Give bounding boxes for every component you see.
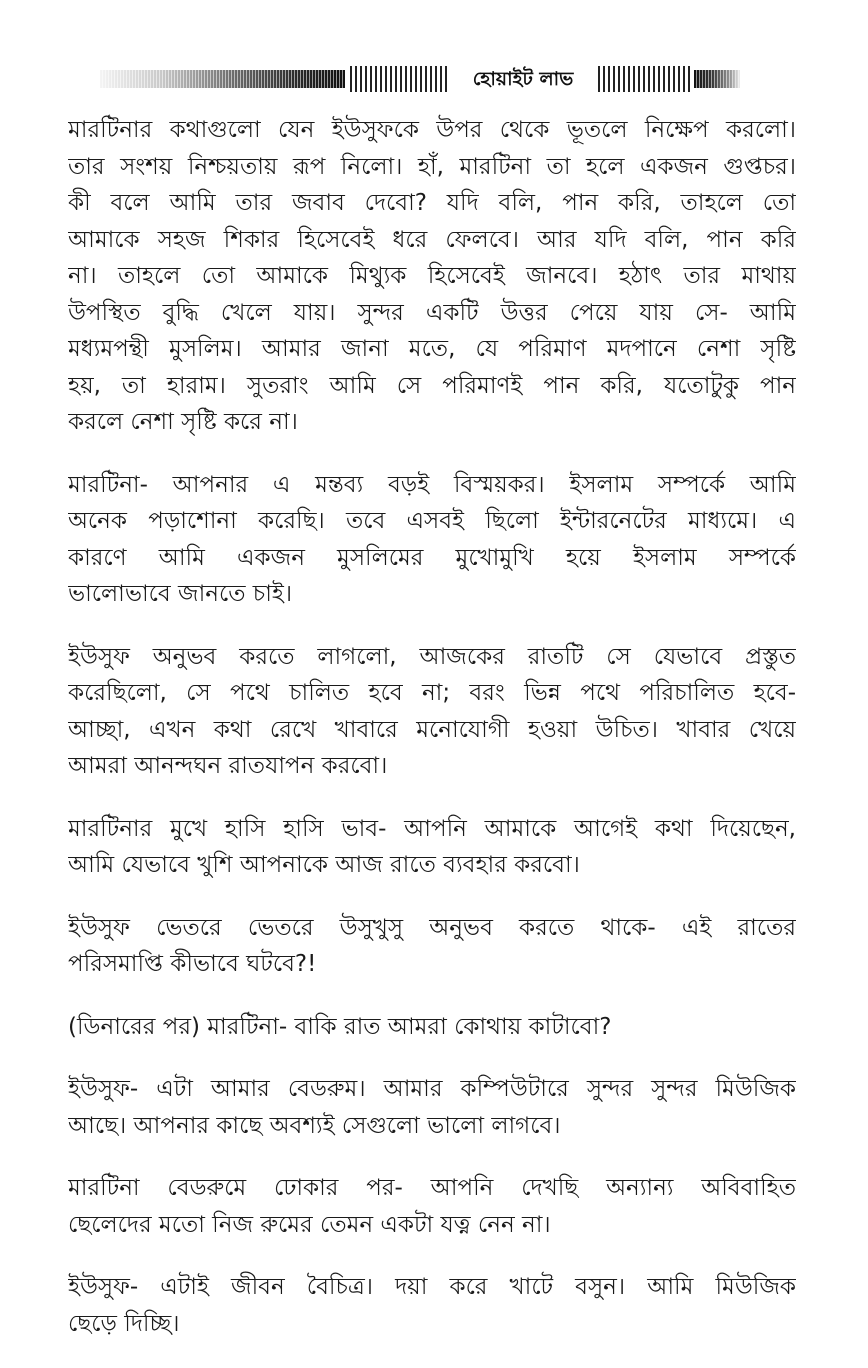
paragraph (68, 467, 796, 613)
paragraph (68, 112, 796, 441)
text-line: ইউসুফ- এটাই জীবন বৈচিত্র। দয়া করে খাটে বসুন। আমি মিউজিক (68, 1274, 796, 1300)
text-line: ভালোভাবে জানতে চাই। (68, 581, 293, 607)
paragraph (68, 1009, 796, 1046)
text-line: মারটিনার কথাগুলো যেন ইউসুফকে উপর থেকে ভূতলে নিক্ষেপ করলো। (68, 117, 796, 143)
paragraph (68, 910, 796, 983)
text-line: আছে। আপনার কাছে অবশ্যই সেগুলো ভালো লাগবে। (68, 1112, 561, 1139)
text-line: ইউসুফ অনুভব করতে লাগলো, আজকের রাতটি সে যেভাবে প্রস্তুত (68, 643, 796, 670)
text-line: হয়, তা হারাম। সুতরাং আমি সে পরিমাণই পান করি, যতোটুকু পান (68, 372, 796, 399)
text-line: তার সংশয় নিশ্চয়তায় রূপ নিলো। হাঁ, মারটিনা তা হলে একজন গুপ্তচর। (68, 153, 796, 180)
text-line: ইউসুফ ভেতরে ভেতরে উসুখুসু অনুভব করতে থাকে- এই রাতের (68, 914, 796, 941)
text-line: পরিসমাপ্তি কীভাবে ঘটবে?! (68, 951, 317, 977)
text-line: (ডিনারের পর) মারটিনা- বাকি রাত আমরা কোথায় কাটাবো? (68, 1013, 612, 1040)
text-line: আমাকে সহজ শিকার হিসেবেই ধরে ফেলবে। আর যদি বলি, পান করি (68, 226, 796, 253)
text-line: মারটিনার মুখে হাসি হাসি ভাব- আপনি আমাকে আগেই কথা দিয়েছেন, (68, 815, 796, 842)
text-line: আমি যেভাবে খুশি আপনাকে আজ রাতে ব্যবহার করবো। (68, 852, 580, 878)
text-line: কী বলে আমি তার জবাব দেবো? যদি বলি, পান করি, তাহলে তো (68, 190, 796, 216)
text-line: ছেড়ে দিচ্ছি। (68, 1310, 180, 1337)
header-ornament-left (100, 70, 345, 88)
header-ornament-right (694, 70, 740, 88)
paragraph (68, 1269, 796, 1342)
text-line: মারটিনা- আপনার এ মন্তব্য বড়ই বিস্ময়কর। ইসলাম সম্পর্কে আমি (68, 471, 796, 498)
paragraph (68, 639, 796, 785)
header-ticks-left (350, 66, 448, 92)
text-line: আচ্ছা, এখন কথা রেখে খাবারে মনোযোগী হওয়া উচিত। খাবার খেয়ে (68, 716, 796, 743)
text-line: করলে নেশা সৃষ্টি করে না। (68, 409, 298, 435)
body-text (68, 112, 796, 1368)
text-line: অনেক পড়াশোনা করেছি। তবে এসবই ছিলো ইন্টারনেটের মাধ্যমে। এ (68, 508, 796, 534)
header-ticks-right (598, 66, 690, 92)
text-line: কারণে আমি একজন মুসলিমের মুখোমুখি হয়ে ইসলাম সম্পর্কে (68, 544, 796, 571)
text-line: ইউসুফ- এটা আমার বেডরুম। আমার কম্পিউটারে সুন্দর সুন্দর মিউজিক (68, 1076, 796, 1102)
running-header (100, 62, 740, 96)
text-line: উপস্থিত বুদ্ধি খেলে যায়। সুন্দর একটি উত্তর পেয়ে যায় সে- আমি (68, 299, 796, 326)
text-line: মধ্যমপন্থী মুসলিম। আমার জানা মতে, যে পরিমাণ মদপানে নেশা সৃষ্টি (68, 336, 796, 362)
text-line: মারটিনা বেডরুমে ঢোকার পর- আপনি দেখছি অন্যান্য অবিবাহিত (68, 1175, 796, 1201)
text-line: করেছিলো, সে পথে চালিত হবে না; বরং ভিন্ন পথে পরিচালিত হবে- (68, 680, 796, 706)
paragraph (68, 1071, 796, 1144)
paragraph (68, 1170, 796, 1243)
text-line: আমরা আনন্দঘন রাতযাপন করবো। (68, 753, 388, 779)
header-title: হোয়াইট লাভ (448, 62, 598, 96)
text-line: না। তাহলে তো আমাকে মিথ্যুক হিসেবেই জানবে। হঠাৎ তার মাথায় (68, 263, 796, 289)
text-line: ছেলেদের মতো নিজ রুমের তেমন একটা যত্ন নেন না। (68, 1211, 551, 1238)
paragraph (68, 811, 796, 884)
